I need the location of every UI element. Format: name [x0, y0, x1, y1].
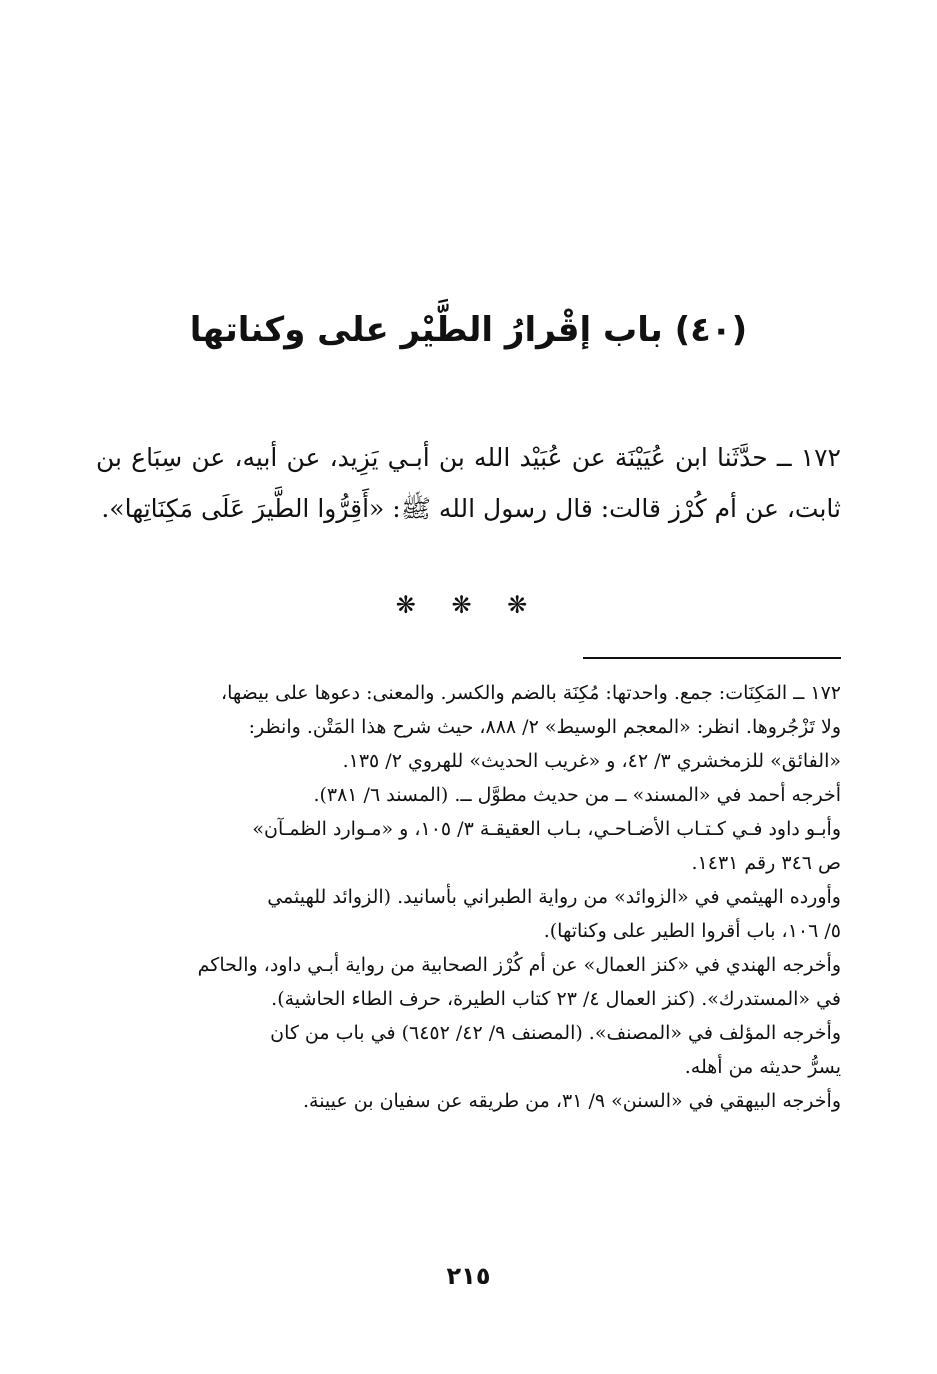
section-separator: ❋ ❋ ❋: [395, 591, 542, 619]
footnote-line: وأخرجه الهندي في «كنز العمال» عن أم كُرْز الصحابية من رواية أبـي داود، والحاكم: [197, 954, 841, 976]
footnote-line: ص ٣٤٦ رقم ١٤٣١.: [691, 852, 841, 874]
footnote-line: ١٧٢ ــ المَكِنَات: جمع. واحدتها: مُكِنَة بالضم والكسر. والمعنى: دعوها على بيضها،: [220, 682, 841, 704]
footnote-line: «الفائق» للزمخشري ٣/ ٤٢، و «غريب الحديث» للهروي ٢/ ١٣٥.: [342, 750, 841, 772]
chapter-title: (٤٠) باب إقْرارُ الطَّيْر على وكناتها: [189, 310, 748, 350]
footnote-line: في «المستدرك». (كنز العمال ٤/ ٢٣ كتاب الطيرة، حرف الطاء الحاشية).: [271, 988, 841, 1010]
footnote-line: ٥/ ١٠٦، باب أقروا الطير على وكناتها).: [543, 920, 841, 942]
footnote-line: وأخرجه المؤلف في «المصنف». (المصنف ٩/ ٤٢/ ٦٤٥٢) في باب من كان: [270, 1022, 841, 1044]
footnote-line: يسرُّ حديثه من أهله.: [684, 1056, 841, 1078]
footnote-line: وأبـو داود فـي كـتـاب الأضـاحـي، بـاب العقيقـة ٣/ ١٠٥، و «مـوارد الظمـآن»: [252, 818, 841, 840]
footnotes: [96, 676, 841, 1118]
footnote-line: ولا تَزْجُروها. انظر: «المعجم الوسيط» ٢/ ٨٨٨، حيث شرح هذا المَتْن. وانظر:: [248, 716, 841, 738]
page-number: ٢١٥: [446, 1262, 491, 1290]
footnote-line: وأخرجه البيهقي في «السنن» ٩/ ٣١، من طريقه عن سفيان بن عيينة.: [302, 1090, 841, 1112]
footnote-line: أخرجه أحمد في «المسند» ــ من حديث مطوَّل ــ. (المسند ٦/ ٣٨١).: [313, 784, 841, 806]
footnote-line: وأورده الهيثمي في «الزوائد» من رواية الطبراني بأسانيد. (الزوائد للهيثمي: [267, 886, 841, 908]
footnote-divider: [583, 657, 841, 659]
hadith-text: ١٧٢ ــ حدَّثَنا ابن عُيَيْنَة عن عُبَيْد الله بن أبـي يَزِيد، عن أبيه، عن سِبَاع بن ثابت، عن أم كُرْز قالت: قال رسول الله ﷺ: «أَقِرُّوا الطَّيرَ عَلَى مَكِنَاتِها».: [96, 443, 841, 523]
